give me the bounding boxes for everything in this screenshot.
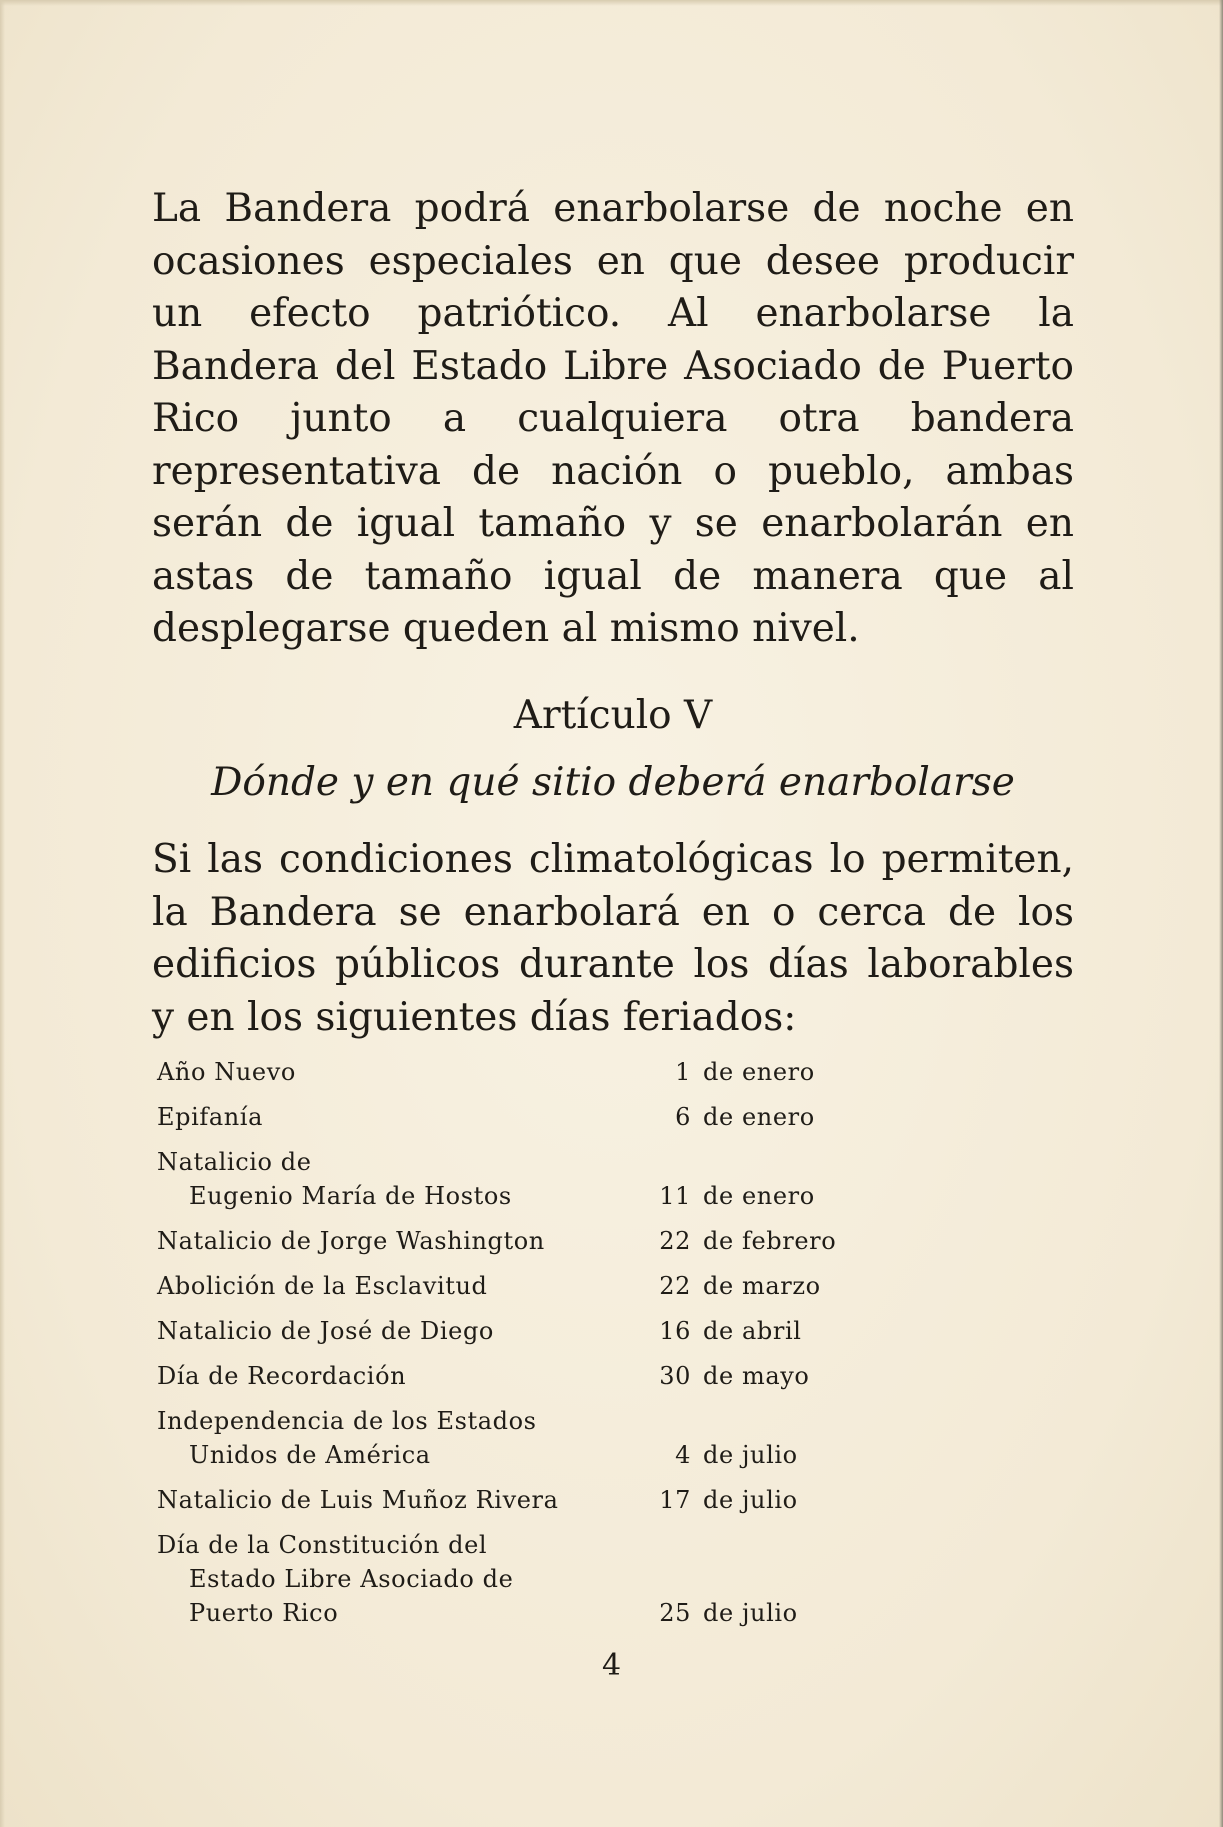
holiday-name-line: Día de Recordación	[157, 1362, 407, 1390]
holiday-day: 30	[659, 1362, 691, 1390]
holiday-row	[157, 1145, 877, 1213]
holiday-row	[157, 1528, 877, 1630]
page-edge-left	[0, 0, 5, 1827]
holiday-date	[657, 1100, 867, 1134]
holiday-name	[157, 1224, 657, 1258]
holiday-day: 4	[675, 1441, 691, 1469]
holiday-name-line: Estado Libre Asociado de	[189, 1565, 514, 1593]
holiday-day: 1	[675, 1058, 691, 1086]
holiday-name-line: Puerto Rico	[189, 1599, 339, 1627]
holiday-name-line: Natalicio de Jorge Washington	[157, 1227, 545, 1255]
holiday-row	[157, 1314, 877, 1348]
holiday-day: 22	[659, 1227, 691, 1255]
holiday-month: de julio	[703, 1441, 798, 1469]
holiday-name	[157, 1483, 657, 1517]
holiday-row	[157, 1100, 877, 1134]
page-edge-right	[1219, 0, 1223, 1827]
holiday-day: 22	[659, 1272, 691, 1300]
holiday-day: 16	[659, 1317, 691, 1345]
holiday-row	[157, 1269, 877, 1303]
holiday-day: 11	[659, 1182, 691, 1210]
holiday-row	[157, 1224, 877, 1258]
holiday-month: de mayo	[703, 1362, 810, 1390]
holiday-name	[157, 1269, 657, 1303]
holiday-day: 25	[659, 1599, 691, 1627]
holiday-month: de enero	[703, 1103, 815, 1131]
holiday-month: de enero	[703, 1182, 815, 1210]
holiday-date	[657, 1596, 867, 1630]
holiday-name	[157, 1314, 657, 1348]
holiday-name-line: Natalicio de Luis Muñoz Rivera	[157, 1486, 559, 1514]
holiday-month: de julio	[703, 1599, 798, 1627]
holiday-date	[657, 1224, 867, 1258]
holiday-day: 6	[675, 1103, 691, 1131]
holiday-name-line: Unidos de América	[189, 1441, 431, 1469]
holiday-name-line: Día de la Constitución del	[157, 1531, 488, 1559]
paragraph-holidays-intro: Si las condiciones climatológicas lo permiten, la Bandera se enarbolará en o cerca de los edificios públicos durante los días laborables y en los siguientes días feriados:	[152, 837, 1074, 1040]
holiday-row	[157, 1359, 877, 1393]
holiday-name-line: Año Nuevo	[157, 1058, 296, 1086]
holiday-row	[157, 1055, 877, 1089]
holiday-date	[657, 1438, 867, 1472]
holiday-month: de abril	[703, 1317, 802, 1345]
holiday-name-line: Epifanía	[157, 1103, 263, 1131]
holiday-name	[157, 1055, 657, 1089]
holiday-list	[157, 1055, 877, 1641]
holiday-date	[657, 1179, 867, 1213]
article-subtitle: Dónde y en qué sitio deberá enarbolarse	[211, 760, 1015, 805]
holiday-row	[157, 1404, 877, 1472]
holiday-date	[657, 1483, 867, 1517]
holiday-row	[157, 1483, 877, 1517]
holiday-month: de julio	[703, 1486, 798, 1514]
page-number: 4	[601, 1648, 622, 1683]
holiday-name-line: Natalicio de	[157, 1148, 312, 1176]
holiday-date	[657, 1314, 867, 1348]
holiday-name-line: Abolición de la Esclavitud	[157, 1272, 488, 1300]
holiday-name	[157, 1100, 657, 1134]
paragraph-flag-night: La Bandera podrá enarbolarse de noche en ocasiones especiales en que desee producir un efecto patriótico. Al enarbolarse la Bandera del Estado Libre Asociado de Puerto Rico junto a cualquiera otra bandera representativa de nación o pueblo, ambas serán de igual tamaño y se enarbolarán en astas de tamaño igual de manera que al desplegarse queden al mismo nivel.	[152, 186, 1074, 651]
holiday-name	[157, 1404, 657, 1472]
holiday-date	[657, 1359, 867, 1393]
article-title: Artículo V	[513, 693, 713, 738]
holiday-month: de enero	[703, 1058, 815, 1086]
holiday-name-line: Eugenio María de Hostos	[189, 1182, 512, 1210]
holiday-month: de marzo	[703, 1272, 821, 1300]
holiday-date	[657, 1055, 867, 1089]
holiday-name	[157, 1145, 657, 1213]
holiday-name	[157, 1359, 657, 1393]
holiday-name	[157, 1528, 657, 1630]
holiday-name-line: Natalicio de José de Diego	[157, 1317, 494, 1345]
holiday-date	[657, 1269, 867, 1303]
page-edge-top	[0, 0, 1223, 6]
holiday-month: de febrero	[703, 1227, 837, 1255]
holiday-day: 17	[659, 1486, 691, 1514]
holiday-name-line: Independencia de los Estados	[157, 1407, 537, 1435]
